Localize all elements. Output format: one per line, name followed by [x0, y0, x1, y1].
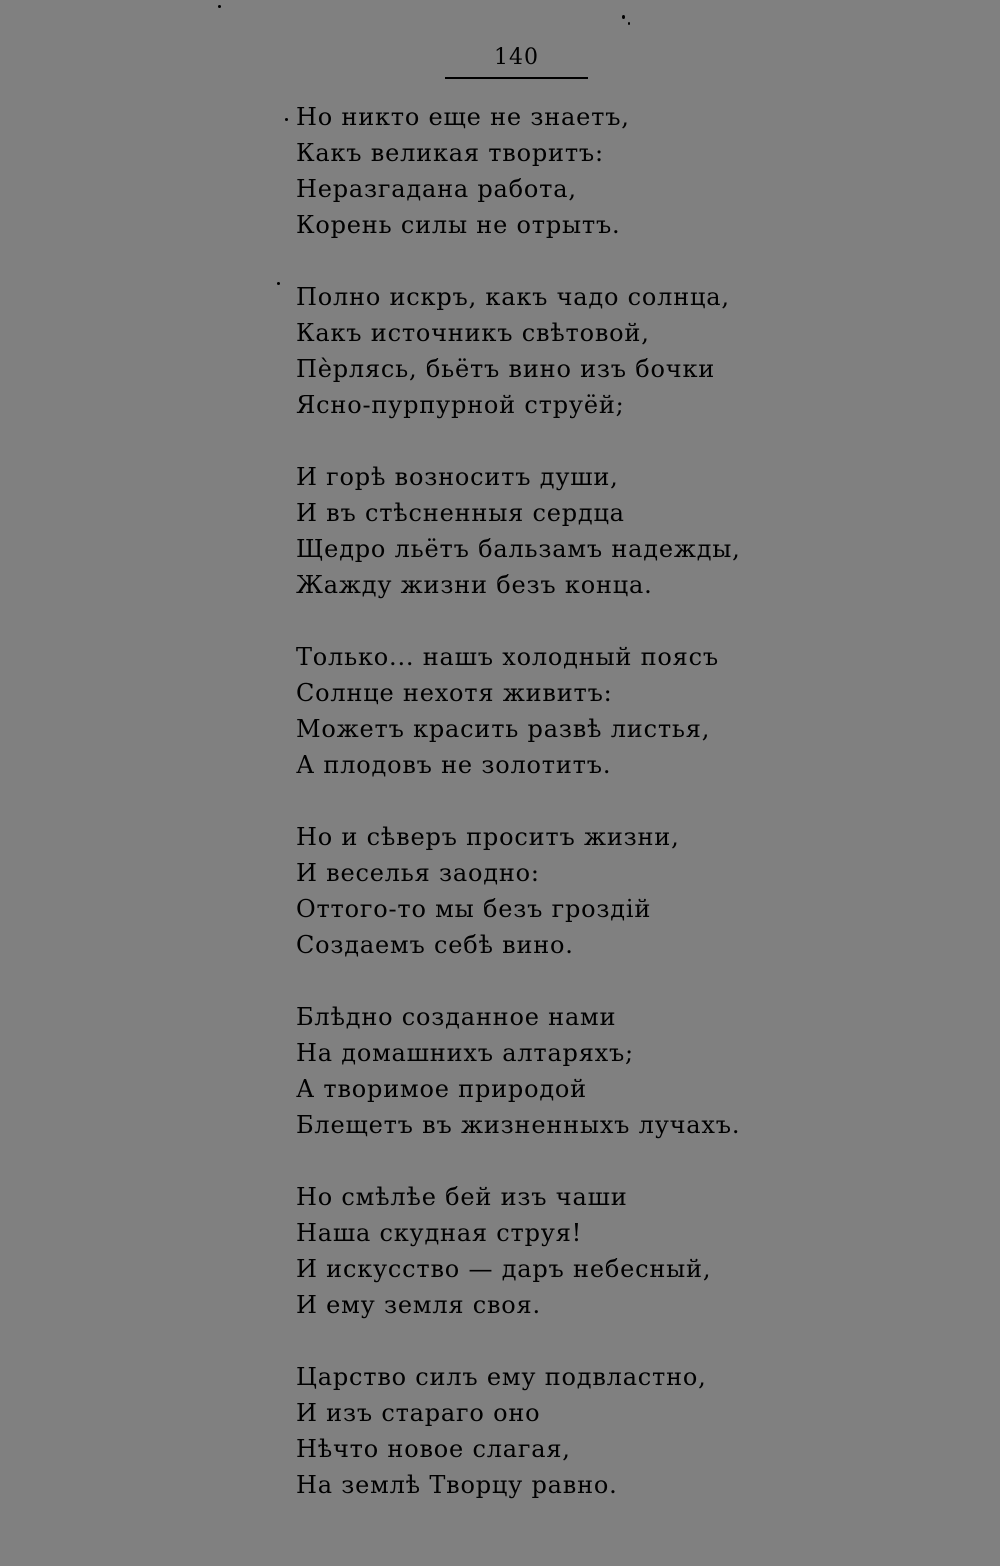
- stanza-4: [296, 639, 756, 783]
- verse-line: Царство силъ ему подвластно,: [296, 1363, 707, 1391]
- stanza-8: [296, 1359, 756, 1503]
- verse-line: И ему земля своя.: [296, 1291, 541, 1319]
- verse-line: Наша скудная струя!: [296, 1219, 583, 1247]
- verse-line: Солнце нехотя живитъ:: [296, 679, 613, 707]
- verse-line: Пѐрлясь, бьётъ вино изъ бочки: [296, 355, 716, 383]
- stanza-7: [296, 1179, 756, 1323]
- verse-line: На землѣ Творцу равно.: [296, 1471, 618, 1499]
- verse-line: А творимое природой: [296, 1075, 587, 1103]
- verse-line: Какъ источникъ свѣтовой,: [296, 319, 650, 347]
- page-number: 140: [494, 45, 539, 70]
- stanza-6: [296, 999, 756, 1143]
- verse-line: И искусство — даръ небесный,: [296, 1255, 712, 1283]
- verse-line: Щедро льётъ бальзамъ надежды,: [296, 535, 741, 563]
- print-speck: [622, 15, 625, 19]
- poem: [296, 99, 756, 1539]
- verse-line: И изъ стараго оно: [296, 1399, 541, 1427]
- verse-line: Жажду жизни безъ конца.: [296, 571, 653, 599]
- verse-line: Блещетъ въ жизненныхъ лучахъ.: [296, 1111, 741, 1139]
- verse-line: Но смѣлѣе бей изъ чаши: [296, 1183, 628, 1211]
- verse-line: И веселья заодно:: [296, 859, 540, 887]
- verse-line: На домашнихъ алтаряхъ;: [296, 1039, 634, 1067]
- verse-line: Нѣчто новое слагая,: [296, 1435, 571, 1463]
- verse-line: Можетъ красить развѣ листья,: [296, 715, 711, 743]
- print-speck: [277, 282, 280, 285]
- page-number-rule: [445, 77, 588, 79]
- verse-line: Создаемъ себѣ вино.: [296, 931, 574, 959]
- verse-line: И горѣ возноситъ души,: [296, 463, 619, 491]
- verse-line: Полно искръ, какъ чадо солнца,: [296, 283, 730, 311]
- print-speck: [218, 5, 221, 8]
- verse-line: Корень силы не отрытъ.: [296, 211, 621, 239]
- verse-line: Но и сѣверъ проситъ жизни,: [296, 823, 680, 851]
- verse-line: Неразгадана работа,: [296, 175, 577, 203]
- stanza-1: [296, 99, 756, 243]
- print-speck: [628, 22, 630, 25]
- verse-line: А плодовъ не золотитъ.: [296, 751, 612, 779]
- stanza-3: [296, 459, 756, 603]
- verse-line: Какъ великая творитъ:: [296, 139, 604, 167]
- verse-line: Ясно-пурпурной струёй;: [296, 391, 625, 419]
- verse-line: Только... нашъ холодный поясъ: [296, 643, 719, 671]
- stanza-2: [296, 279, 756, 423]
- verse-line: Но никто еще не знаетъ,: [296, 103, 630, 131]
- stanza-5: [296, 819, 756, 963]
- verse-line: Блѣдно созданное нами: [296, 1003, 617, 1031]
- print-speck: [285, 118, 288, 121]
- verse-line: Оттого-то мы безъ гроздій: [296, 895, 652, 923]
- verse-line: И въ стѣсненныя сердца: [296, 499, 625, 527]
